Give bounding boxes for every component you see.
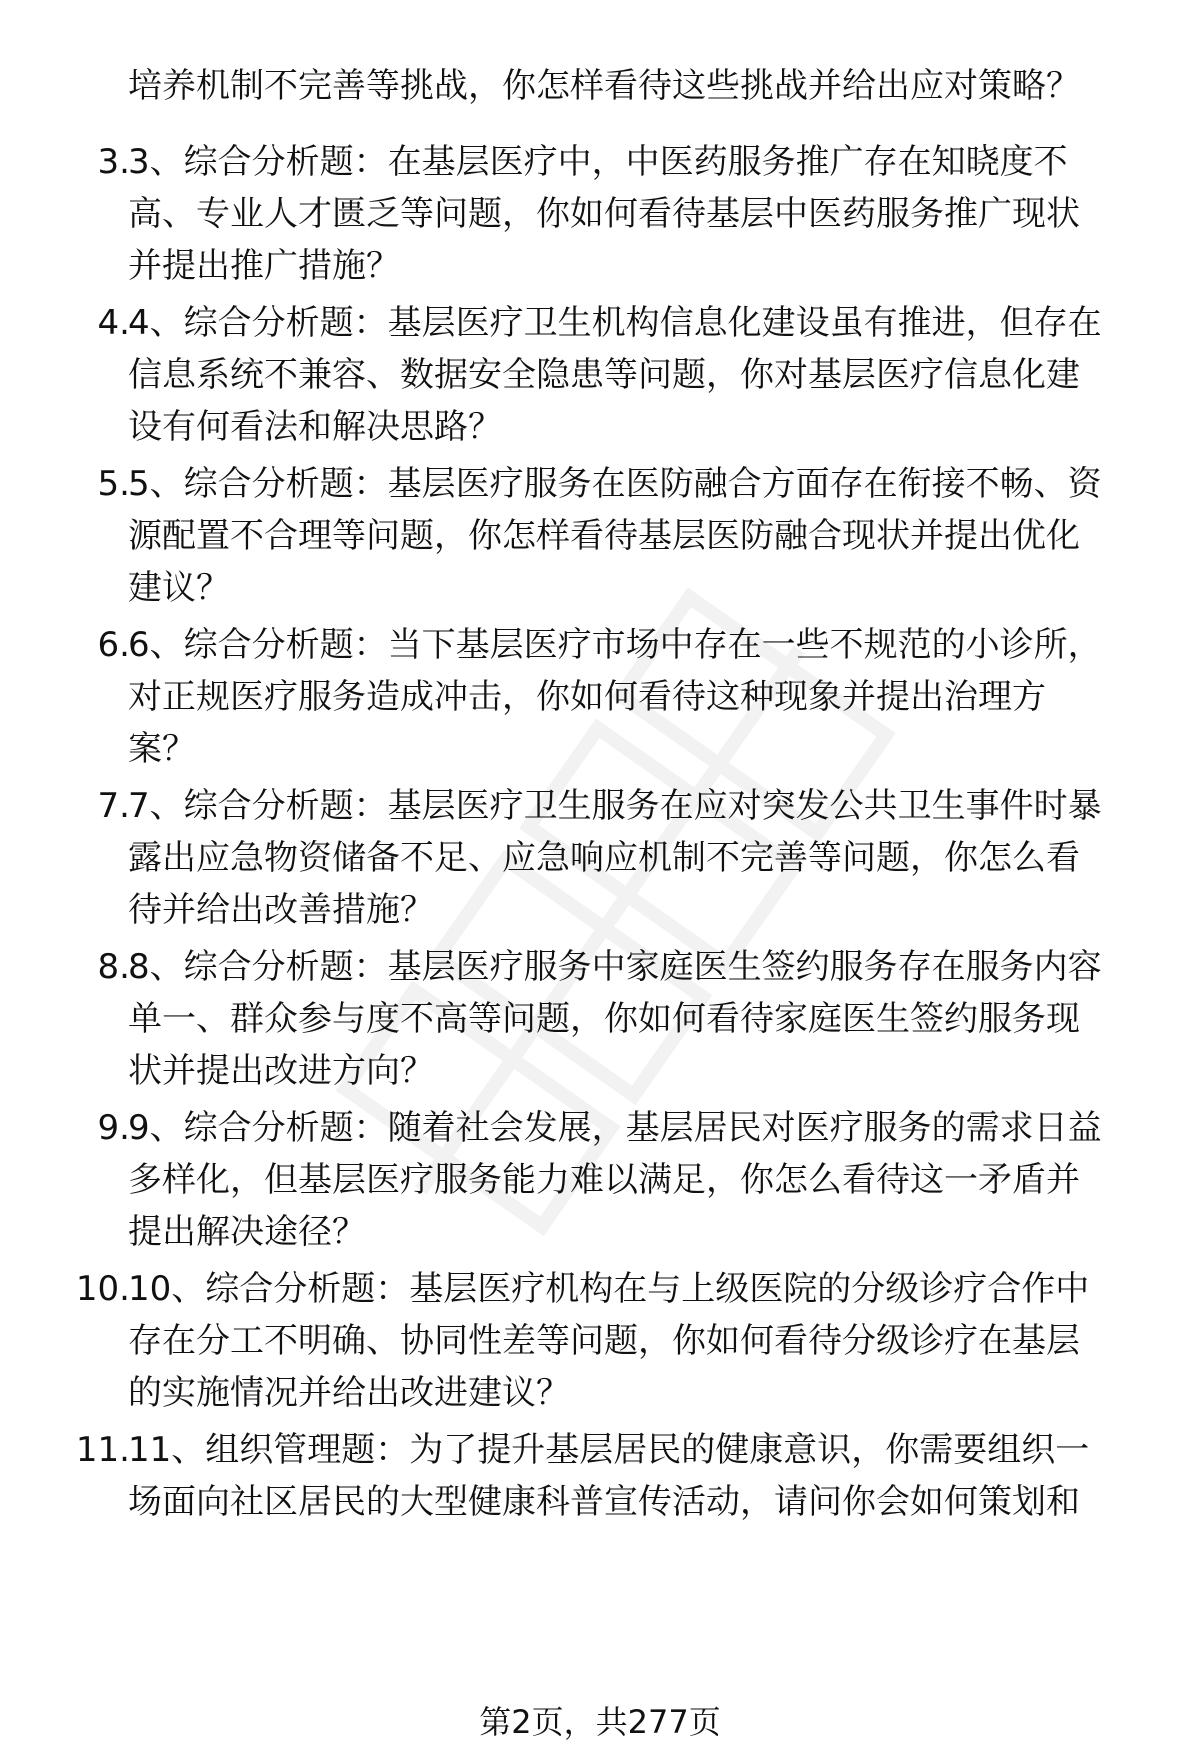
list-item-number: 3. <box>97 142 130 182</box>
list-item-number: 11. <box>75 1430 130 1470</box>
question-line: 状并提出改进方向？ <box>128 1051 434 1091</box>
question-line: 10、综合分析题：基层医疗机构在与上级医院的分级诊疗合作中 <box>128 1269 1090 1309</box>
question-line: 对正规医疗服务造成冲击，你如何看待这种现象并提出治理方 <box>128 677 1046 717</box>
question-line: 案？ <box>128 729 196 769</box>
question-line: 场面向社区居民的大型健康科普宣传活动，请问你会如何策划和 <box>128 1482 1080 1522</box>
question-line: 信息系统不兼容、数据安全隐患等问题，你对基层医疗信息化建 <box>128 355 1080 395</box>
question-line: 3、综合分析题：在基层医疗中，中医药服务推广存在知晓度不 <box>128 142 1068 182</box>
question-line: 6、综合分析题：当下基层医疗市场中存在一些不规范的小诊所， <box>128 625 1102 665</box>
list-item-number: 9. <box>97 1108 130 1148</box>
question-line: 露出应急物资储备不足、应急响应机制不完善等问题，你怎么看 <box>128 838 1080 878</box>
question-line: 4、综合分析题：基层医疗卫生机构信息化建设虽有推进，但存在 <box>128 303 1102 343</box>
question-line: 的实施情况并给出改进建议？ <box>128 1373 570 1413</box>
list-item-number: 10. <box>75 1269 130 1309</box>
list-item-number: 5. <box>97 464 130 504</box>
question-line: 单一、群众参与度不高等问题，你如何看待家庭医生签约服务现 <box>128 999 1080 1039</box>
question-line: 多样化，但基层医疗服务能力难以满足，你怎么看待这一矛盾并 <box>128 1160 1080 1200</box>
question-line: 高、专业人才匮乏等问题，你如何看待基层中医药服务推广现状 <box>128 194 1080 234</box>
list-item-number: 4. <box>97 303 130 343</box>
list-item-number: 7. <box>97 786 130 826</box>
page-footer: 第2页，共277页 <box>479 1703 721 1741</box>
question-line: 待并给出改善措施？ <box>128 890 434 930</box>
question-line: 建议？ <box>128 568 230 608</box>
continuation-text: 培养机制不完善等挑战，你怎样看待这些挑战并给出应对策略？ <box>128 66 1080 106</box>
list-item-number: 6. <box>97 625 130 665</box>
question-line: 设有何看法和解决思路？ <box>128 407 502 447</box>
question-line: 存在分工不明确、协同性差等问题，你如何看待分级诊疗在基层 <box>128 1321 1080 1361</box>
question-line: 9、综合分析题：随着社会发展，基层居民对医疗服务的需求日益 <box>128 1108 1102 1148</box>
list-item-number: 8. <box>97 947 130 987</box>
question-line: 并提出推广措施？ <box>128 246 400 286</box>
question-line: 11、组织管理题：为了提升基层居民的健康意识，你需要组织一 <box>128 1430 1090 1470</box>
question-line: 提出解决途径？ <box>128 1212 366 1252</box>
question-line: 5、综合分析题：基层医疗服务在医防融合方面存在衔接不畅、资 <box>128 464 1102 504</box>
question-line: 7、综合分析题：基层医疗卫生服务在应对突发公共卫生事件时暴 <box>128 786 1102 826</box>
question-line: 8、综合分析题：基层医疗服务中家庭医生签约服务存在服务内容 <box>128 947 1102 987</box>
question-line: 源配置不合理等问题，你怎样看待基层医防融合现状并提出优化 <box>128 516 1080 556</box>
